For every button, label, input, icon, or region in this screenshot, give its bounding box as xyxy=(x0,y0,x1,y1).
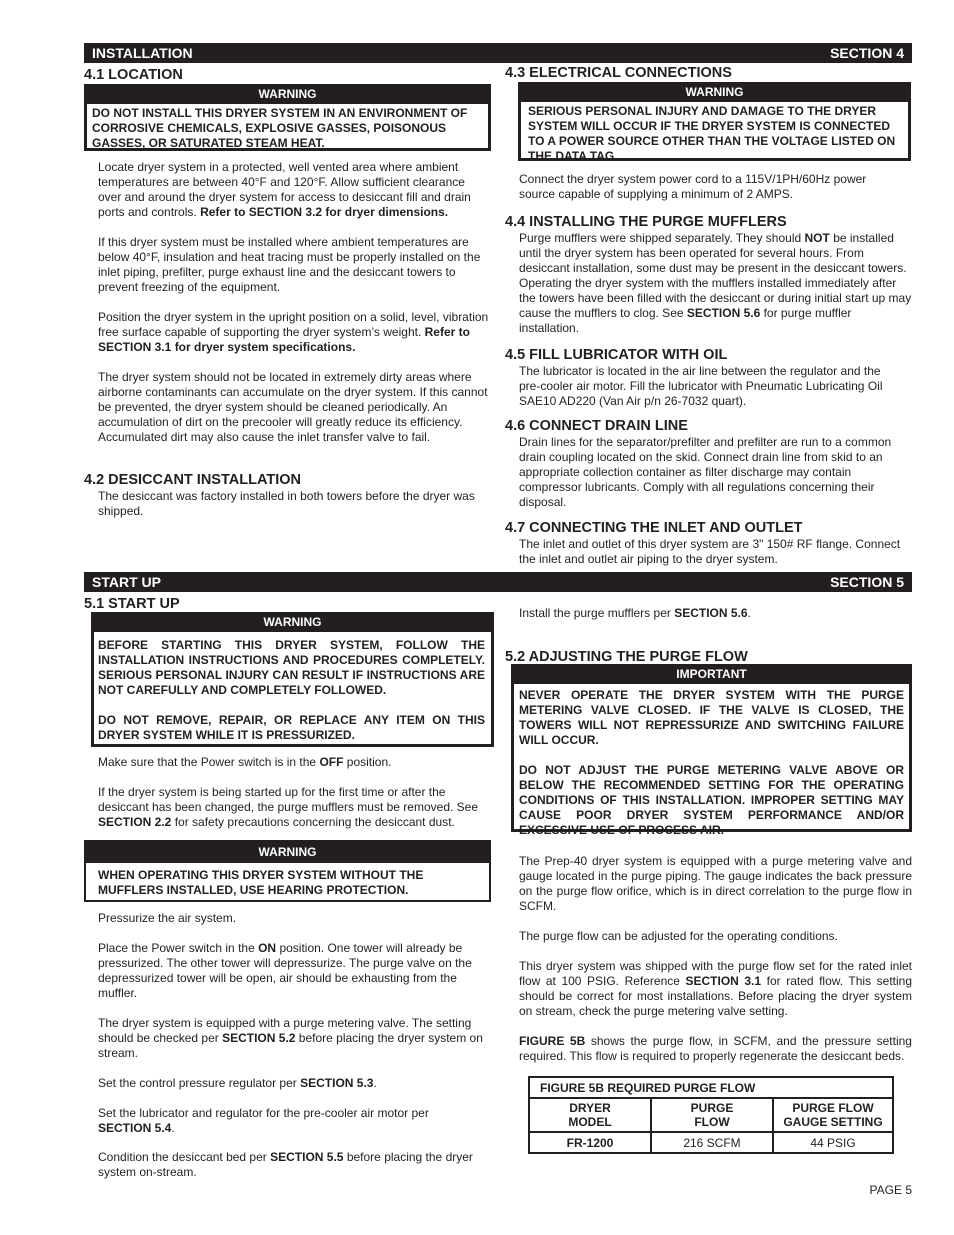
paragraph: Set the lubricator and regulator for the pre-cooler air motor per SECTION 5.4. xyxy=(98,1106,429,1135)
column-header: DRYER MODEL xyxy=(529,1098,651,1132)
warning-label: WARNING xyxy=(87,87,488,104)
paragraph: Purge mufflers were shipped separately. They should NOT be installed until the dryer system has been operated for several hours. From desiccant installation, some dust may be present in the desiccant towers. Operating the dryer system with the mufflers installed immediately after the towers have been filled with the desiccant or during initial start up may cause the mufflers to clog. See SECTION 5.6 for purge muffler installation. xyxy=(519,231,912,335)
section-title: START UP xyxy=(92,574,161,590)
paragraph: The dryer system is equipped with a purge metering valve. The setting should be checked per SECTION 5.2 before placing the dryer system on stream. xyxy=(98,1016,483,1060)
heading-4-5: 4.5 FILL LUBRICATOR WITH OIL xyxy=(505,347,728,363)
table-cell: 216 SCFM xyxy=(651,1132,773,1153)
warning-text: WHEN OPERATING THIS DRYER SYSTEM WITHOUT THE MUFFLERS INSTALLED, USE HEARING PROTECTION. xyxy=(98,868,424,897)
table-cell: 44 PSIG xyxy=(773,1132,893,1153)
section-5-header-bar xyxy=(84,572,912,592)
column-header: PURGE FLOW xyxy=(651,1098,773,1132)
heading-5-2: 5.2 ADJUSTING THE PURGE FLOW xyxy=(505,649,748,665)
warning-box-4-3 xyxy=(518,82,911,161)
table-title-row xyxy=(529,1077,893,1098)
heading-4-7: 4.7 CONNECTING THE INLET AND OUTLET xyxy=(505,520,803,536)
paragraph: This dryer system was shipped with the purge flow set for the rated inlet flow at 100 PSIG. Reference SECTION 3.1 for rated flow. This setting should be correct for most installations. Before placing the dryer system on stream, check the purge metering valve setting. xyxy=(519,959,913,1018)
heading-4-1: 4.1 LOCATION xyxy=(84,67,183,83)
paragraph: If the dryer system is being started up for the first time or after the desiccant has been changed, the purge mufflers must be removed. See SECTION 2.2 for safety precautions concerning the desiccant dust. xyxy=(98,785,479,829)
paragraph: FIGURE 5B shows the purge flow, in SCFM, and the pressure setting required. This flow is required to properly regenerate the desiccant beds. xyxy=(519,1034,912,1063)
warning-label: WARNING xyxy=(86,842,489,863)
paragraph: The dryer system should not be located in extremely dirty areas where airborne contaminants can accumulate on the dryer system. If this cannot be prevented, the dryer system should be cleaned periodically. An accumulation of dirt on the precooler will greatly reduce its efficiency. Accumulated dirt may also cause the inlet transfer valve to fail. xyxy=(98,370,488,444)
paragraph: The Prep-40 dryer system is equipped with a purge metering valve and gauge located in the purge piping. The gauge indicates the back pressure on the purge flow orifice, which is in direct correlation to the purge flow in SCFM. xyxy=(519,854,912,913)
column-header: PURGE FLOW GAUGE SETTING xyxy=(773,1098,893,1132)
section-4-header-bar xyxy=(84,43,912,63)
table-title: FIGURE 5B REQUIRED PURGE FLOW xyxy=(529,1077,893,1098)
warning-box-4-1 xyxy=(84,84,491,151)
heading-4-6: 4.6 CONNECT DRAIN LINE xyxy=(505,418,688,434)
paragraph: Make sure that the Power switch is in the OFF position. xyxy=(98,755,392,769)
section-number: SECTION 4 xyxy=(830,45,904,61)
important-label: IMPORTANT xyxy=(514,667,909,684)
purge-flow-table xyxy=(528,1076,894,1154)
paragraph: Set the control pressure regulator per SECTION 5.3. xyxy=(98,1076,377,1090)
paragraph: The desiccant was factory installed in both towers before the dryer was shipped. xyxy=(98,489,475,518)
warning-text: DO NOT INSTALL THIS DRYER SYSTEM IN AN ENVIRONMENT OF CORROSIVE CHEMICALS, EXPLOSIVE GASSES, POISONOUS GASSES, OR SATURATED STEAM HEAT. xyxy=(92,106,468,150)
warning-text: BEFORE STARTING THIS DRYER SYSTEM, FOLLOW THE INSTALLATION INSTRUCTIONS AND PROCEDURES COMPLETELY. SERIOUS PERSONAL INJURY CAN RESULT IF INSTRUCTIONS ARE NOT CAREFULLY AND COMPLETELY FOLLOWED. DO NOT REMOVE, REPAIR, OR REPLACE ANY ITEM ON THIS DRYER SYSTEM WHILE IT IS PRESSURIZED. xyxy=(98,638,485,742)
important-box-5-2 xyxy=(511,664,912,837)
paragraph: Connect the dryer system power cord to a 115V/1PH/60Hz power source capable of supplying a minimum of 2 AMPS. xyxy=(519,172,867,201)
paragraph: Place the Power switch in the ON position. One tower will already be pressurized. The other tower will depressurize. The purge valve on the depressurized tower will be open, air should be exhausting from the muffler. xyxy=(98,941,472,1000)
warning-label: WARNING xyxy=(521,85,908,102)
paragraph: Drain lines for the separator/prefilter and prefilter are run to a common drain coupling located on the skid. Connect drain line from skid to an appropriate collection container as filter discharge may contain compressor lubricants. Comply with all regulations concerning their disposal. xyxy=(519,435,892,509)
page-number: PAGE 5 xyxy=(869,1183,912,1197)
paragraph: Install the purge mufflers per SECTION 5.6. xyxy=(519,606,751,620)
paragraph: Condition the desiccant bed per SECTION 5.5 before placing the dryer system on-stream. xyxy=(98,1150,473,1179)
table-row xyxy=(529,1132,893,1153)
section-number: SECTION 5 xyxy=(830,574,904,590)
table-cell: FR-1200 xyxy=(529,1132,651,1153)
warning-text: SERIOUS PERSONAL INJURY AND DAMAGE TO THE DRYER SYSTEM WILL OCCUR IF THE DRYER SYSTEM IS CONNECTED TO A POWER SOURCE OTHER THAN THE VOLTAGE LISTED ON THE DATA TAG. xyxy=(528,104,896,163)
important-text: NEVER OPERATE THE DRYER SYSTEM WITH THE PURGE METERING VALVE CLOSED. IF THE VALVE IS CLOSED, THE TOWERS WILL NOT REPRESSURIZE AND SWITCHING FAILURE WILL OCCUR. DO NOT ADJUST THE PURGE METERING VALVE ABOVE OR BELOW THE RECOMMENDED SETTING FOR THE OPERATING CONDITIONS OF THIS INSTALLATION. IMPROPER SETTING MAY CAUSE POOR DRYER SYSTEM PERFORMANCE AND/OR EXCESSIVE USE OF PROCESS AIR. xyxy=(519,688,904,837)
warning-label: WARNING xyxy=(94,615,491,632)
heading-4-4: 4.4 INSTALLING THE PURGE MUFFLERS xyxy=(505,214,787,230)
paragraph: The inlet and outlet of this dryer system are 3" 150# RF flange. Connect the inlet and outlet air piping to the dryer system. xyxy=(519,537,901,566)
heading-4-2: 4.2 DESICCANT INSTALLATION xyxy=(84,472,301,488)
warning-box-5-1 xyxy=(91,612,494,747)
paragraph: Locate dryer system in a protected, well vented area where ambient temperatures are between 40°F and 120°F. Allow sufficient clearance over and around the dryer system for access to desiccant fill and drain ports and controls. Refer to SECTION 3.2 for dryer dimensions. xyxy=(98,160,471,219)
paragraph: The purge flow can be adjusted for the operating conditions. xyxy=(519,929,838,943)
paragraph: The lubricator is located in the air line between the regulator and the pre-cooler air motor. Fill the lubricator with Pneumatic Lubricating Oil SAE10 AD220 (Van Air p/n 26-7032 quart). xyxy=(519,364,883,408)
heading-4-3: 4.3 ELECTRICAL CONNECTIONS xyxy=(505,65,732,81)
heading-5-1: 5.1 START UP xyxy=(84,596,180,612)
warning-box-5-1b xyxy=(84,840,491,902)
section-title: INSTALLATION xyxy=(92,45,193,61)
paragraph: Position the dryer system in the upright position on a solid, level, vibration free surface capable of supporting the dryer system’s weight. Refer to SECTION 3.1 for dryer system specifications. xyxy=(98,310,489,354)
paragraph: Pressurize the air system. xyxy=(98,911,237,925)
paragraph: If this dryer system must be installed where ambient temperatures are below 40°F, insulation and heat tracing must be properly installed on the inlet piping, prefilter, purge exhaust line and the desiccant towers to prevent freezing of the equipment. xyxy=(98,235,481,294)
table-header-row xyxy=(529,1098,893,1132)
